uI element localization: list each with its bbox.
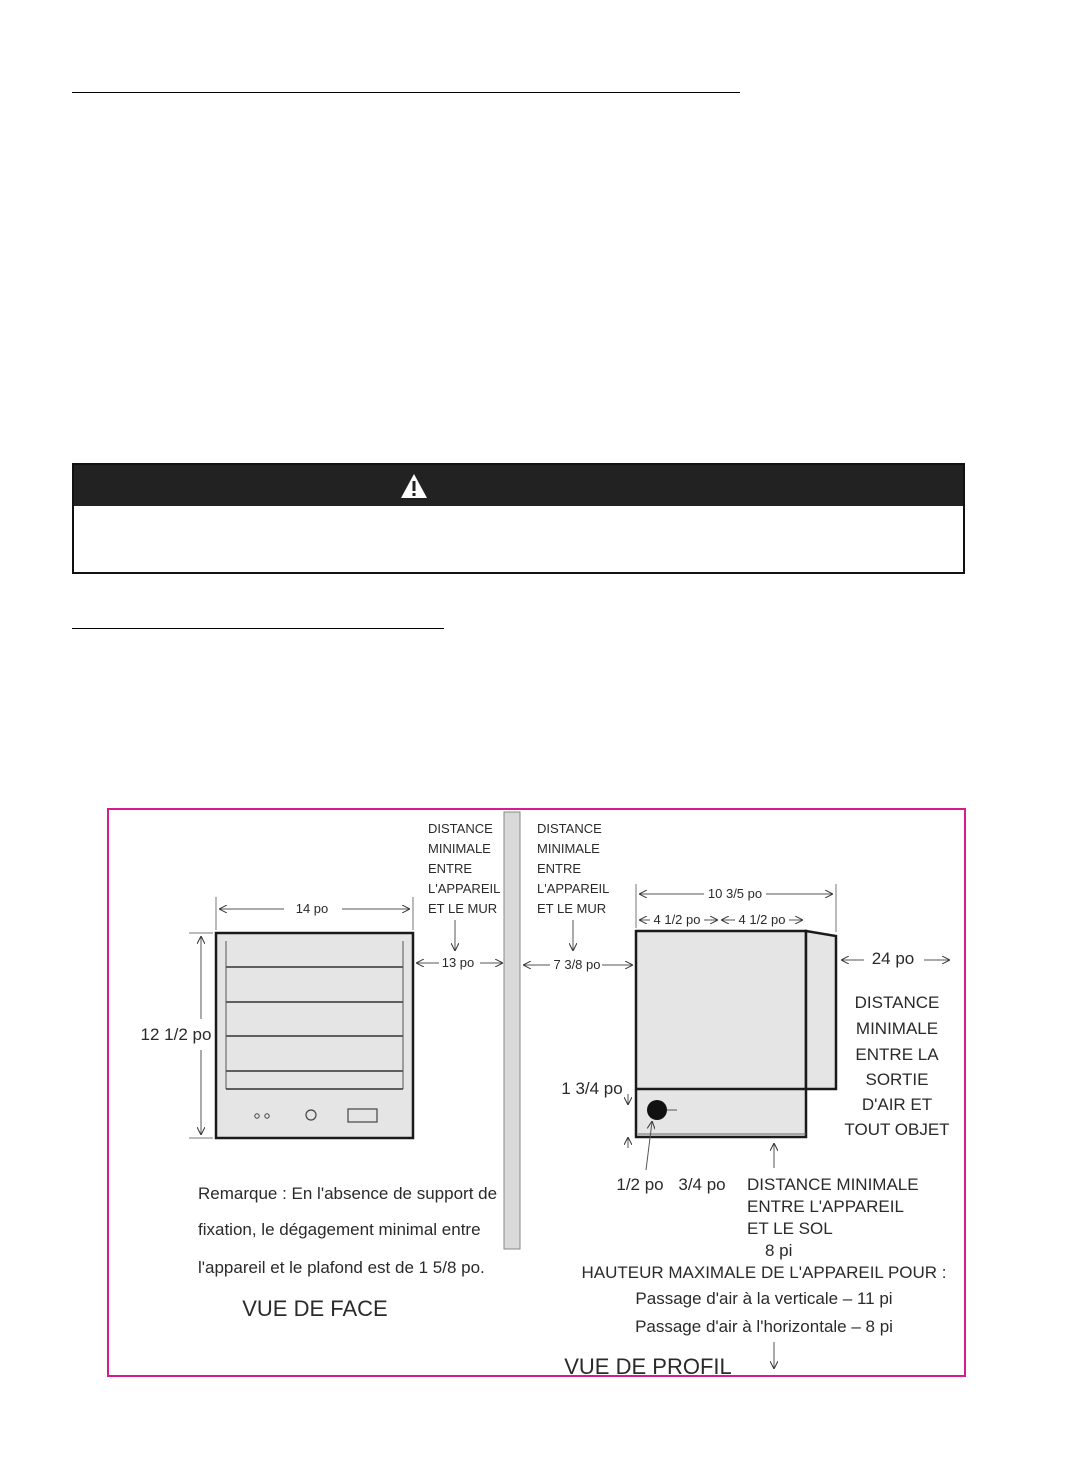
front-wall-note-line: L'APPAREIL (428, 881, 501, 896)
section-rule-middle (72, 628, 444, 629)
side-wall-note-line: L'APPAREIL (537, 881, 610, 896)
section-rule-top (72, 92, 740, 93)
front-height-label: 12 1/2 po (140, 1025, 212, 1044)
diagram-drawing (109, 810, 964, 1375)
air-outlet-louver (806, 931, 836, 1089)
knob-gap-label: 3/4 po (678, 1175, 726, 1194)
outlet-note-line: SORTIE (865, 1070, 929, 1089)
side-view-caption: VUE DE PROFIL (564, 1354, 732, 1375)
warning-box (72, 463, 965, 574)
outlet-clearance-label: 24 po (871, 949, 915, 968)
front-wall-note-line: ET LE MUR (428, 901, 498, 916)
front-width-label: 14 po (295, 901, 329, 916)
floor-note-line: DISTANCE MINIMALE (747, 1175, 919, 1194)
remark-line: l'appareil et le plafond est de 1 5/8 po. (198, 1258, 485, 1277)
max-height-title: HAUTEUR MAXIMALE DE L'APPAREIL POUR : (581, 1263, 947, 1282)
outlet-note-line: TOUT OBJET (844, 1120, 950, 1139)
floor-note-line: ENTRE L'APPAREIL (747, 1197, 904, 1216)
side-wall-gap-label: 7 3/8 po (553, 957, 601, 972)
front-view-caption: VUE DE FACE (242, 1296, 388, 1321)
knob-offset-label: 1/2 po (616, 1175, 664, 1194)
outlet-note-line: DISTANCE (854, 993, 940, 1012)
outlet-note-line: MINIMALE (855, 1019, 939, 1038)
side-half-left-label: 4 1/2 po (653, 912, 701, 927)
knob-height-label: 1 3/4 po (561, 1079, 623, 1098)
side-view (524, 821, 950, 1375)
outlet-note-line: D'AIR ET (861, 1095, 933, 1114)
side-half-right-label: 4 1/2 po (738, 912, 786, 927)
floor-note-line: ET LE SOL (747, 1219, 833, 1238)
side-depth-label: 10 3/5 po (707, 886, 763, 901)
max-height-line: Passage d'air à la verticale – 11 pi (635, 1289, 893, 1308)
warning-triangle-icon (399, 472, 429, 500)
side-wall-note-line: ET LE MUR (537, 901, 607, 916)
wall (504, 812, 520, 1249)
clearance-diagram (107, 808, 966, 1377)
remark-line: fixation, le dégagement minimal entre (198, 1220, 481, 1239)
remark-line: Remarque : En l'absence de support de (198, 1184, 498, 1203)
warning-header-bar (74, 465, 963, 506)
mounting-knob-icon (647, 1100, 667, 1120)
side-wall-note-line: DISTANCE (537, 821, 602, 836)
outlet-note-line: ENTRE LA (855, 1045, 939, 1064)
front-wall-note-line: ENTRE (428, 861, 473, 876)
front-wall-note-line: MINIMALE (428, 841, 491, 856)
front-view (141, 821, 502, 1321)
side-wall-note-line: MINIMALE (537, 841, 600, 856)
front-wall-note-line: DISTANCE (428, 821, 493, 836)
front-wall-gap-label: 13 po (441, 955, 475, 970)
floor-note-line: 8 pi (765, 1241, 793, 1260)
max-height-line: Passage d'air à l'horizontale – 8 pi (635, 1317, 893, 1336)
side-wall-note-line: ENTRE (537, 861, 582, 876)
